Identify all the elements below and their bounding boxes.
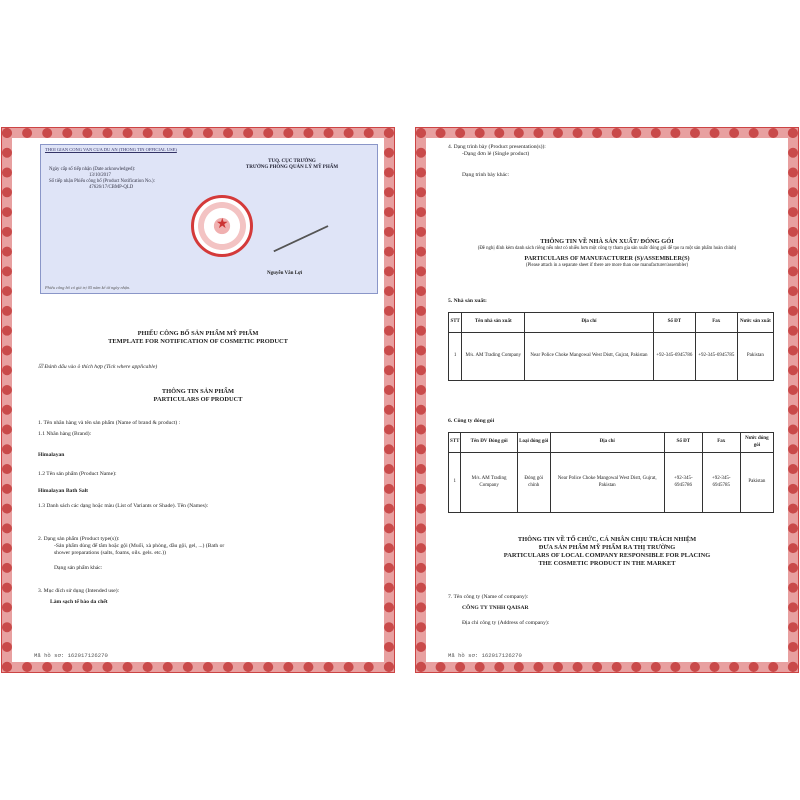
signature [261,200,328,253]
table-header-cell: STT [449,313,462,333]
table-cell: +92-345-6945786 [664,453,702,513]
table-cell: Pakistan [737,333,773,381]
packer-table [448,432,774,513]
authority-title: TUQ. CỤC TRƯỞNG TRƯỞNG PHÒNG QUẢN LÝ MỸ PHẨM [245,159,339,171]
local-company-section-heading: THÔNG TIN VỀ TỔ CHỨC, CÁ NHÂN CHỊU TRÁCH NHIỆM ĐƯA SẢN PHẨM MỸ PHẨM RA THỊ TRƯỜNG PARTICULARS OF LOCAL COMPANY RESPONSIBLE FOR PLACING THE COSMETIC PRODUCT IN THE MARKET [503,536,711,567]
table-cell: Near Police Choke Mangowal West Distt, Gujrat, Pakistan [525,333,654,381]
intended-use-value: Làm sạch tế bào da chết [50,598,108,605]
table-header-cell: Số ĐT [653,313,695,333]
table-header-cell: STT [449,433,461,453]
validity-note: Phiếu công bố có giá trị 05 năm kể từ ngày nhận. [45,285,131,290]
notification-title: PHIẾU CÔNG BỐ SẢN PHẨM MỸ PHẨM TEMPLATE FOR NOTIFICATION OF COSMETIC PRODUCT [108,330,288,345]
table-header-cell: Nước đóng gói [740,433,773,453]
tick-instruction: ☑ Đánh dấu vào ô thích hợp (Tick where applicable) [38,364,158,370]
brand-value: Himalayan [38,451,65,458]
right-document-page: 4. Dạng trình bày (Product presentation(s)): -Dạng đơn lẻ (Single product) Dạng trình bày khác: THÔNG TIN VỀ NHÀ SẢN XUẤT/ ĐÓNG GÓI (Đề nghị đính kèm danh sách riêng nếu như có nhiều hơn một công ty tham gia sản xuất/ đóng gói để tạo ra một sản phẩm hoàn chỉnh) PARTICULARS OF MANUFACTURER (S)/ASSEMBLER(S) (Please attach in a separate sheet if there are more than one manufacturer/assembler) 5. Nhà sản xuất: STT Tên nhà sản xuất Địa chỉ Số ĐT Fax Nước sản xuất 1 M/s. AM Trading Company Near Police Choke Mangowal West Distt, Gujrat, Pakistan +92-345-6945786 +92-345-6945785 Pakistan 6. Công ty đóng gói STT Tên ĐV Đóng gói Loại đóng gói Địa chỉ Số ĐT Fax Nước đóng gói 1 M/s. AM Trading Company Đóng gói chính Near Police Choke Mangowal West Distt, Gujrat, Pakistan +92-345-6945786 +92-345-6945785 Pakistan THÔNG TIN VỀ TỔ CHỨC, CÁ NHÂN CHỊU TRÁCH NHIỆM ĐƯA SẢN PHẨM MỸ PHẨM RA THỊ TRƯỜNG PARTICULARS OF LOCAL COMPANY RESPONSIBLE FOR PLACING THE COSMETIC PRODUCT IN THE MARKET 7. Tên công ty (Name of company): CÔNG TY TNHH QAISAR Địa chỉ công ty (Address of company): Mã hồ sơ: 162017126270 [416,128,798,672]
table-cell: Pakistan [740,453,773,513]
table-cell: +92-345-6945785 [695,333,737,381]
table-cell: 1 [449,453,461,513]
table-header-cell: Nước sản xuất [737,313,773,333]
file-code: Mã hồ sơ: 162017126270 [448,652,522,659]
official-use-stamp-box [40,144,378,294]
table-header-cell: Tên ĐV Đóng gói [461,433,517,453]
file-code: Mã hồ sơ: 162017126270 [34,652,108,659]
manufacturer-table [448,312,774,381]
company-name-value: CÔNG TY TNHH QAISAR [462,604,529,611]
table-header-cell: Địa chỉ [525,313,654,333]
manufacturer-section-heading: THÔNG TIN VỀ NHÀ SẢN XUẤT/ ĐÓNG GÓI (Đề nghị đính kèm danh sách riêng nếu như có nhiều hơn một công ty tham gia sản xuất/ đóng gói để tạo ra một sản phẩm hoàn chỉnh) PARTICULARS OF MANUFACTURER (S)/ASSEMBLER(S) (Please attach in a separate sheet if there are more than one manufacturer/assembler) [477,238,737,268]
product-details: 1. Tên nhãn hàng và tên sản phẩm (Name of brand & product) : 1.1 Nhãn hàng (Brand): Himalayan 1.2 Tên sản phẩm (Product Name): Himalayan Bath Salt 1.3 Danh sách các dạng hoặc màu (List of Variants or Shade). Tên (Names): 2. Dạng sản phẩm (Product type(s)): -Sản phẩm dùng để tắm hoặc gội (Muối, xà phòng, dầu gội, gel, ...) (Bath or shower preparations (salts, foams, oils. gels. etc.)) Dạng sản phẩm khác: 3. Mục đích sử dụng (Intended use): Làm sạch tế bào da chết [38,420,378,606]
table-header-cell: Tên nhà sản xuất [462,313,525,333]
table-header-cell: Fax [702,433,740,453]
table-cell: +92-345-6945785 [702,453,740,513]
product-section-heading: THÔNG TIN SẢN PHẨM PARTICULARS OF PRODUCT [153,388,243,403]
local-company-details: 7. Tên công ty (Name of company): CÔNG TY TNHH QAISAR Địa chỉ công ty (Address of company): [448,594,550,626]
table-header-cell: Fax [695,313,737,333]
table-header-cell: Số ĐT [664,433,702,453]
table-cell: M/s. AM Trading Company [461,453,517,513]
table-cell: M/s. AM Trading Company [462,333,525,381]
presentation-item: 4. Dạng trình bày (Product presentation(s)): -Dạng đơn lẻ (Single product) Dạng trình bày khác: [448,144,546,178]
table-cell: +92-345-6945786 [653,333,695,381]
left-document-page [2,128,394,672]
table-cell: Đóng gói chính [517,453,550,513]
table-header-cell: Địa chỉ [550,433,664,453]
acknowledgement-info: Ngày cấp số tiếp nhận (Date acknowledged): 13/10/2017 Số tiếp nhận Phiếu công bố (Product Notification No.): 47626/17/CBMP-QLD [49,167,155,190]
table-cell: Near Police Choke Mangowal West Distt, Gujrat, Pakistan [550,453,664,513]
table-cell: 1 [449,333,462,381]
table-header-cell: Loại đóng gói [517,433,550,453]
signer-name: Nguyễn Văn Lợi [267,271,303,276]
product-name-value: Himalayan Bath Salt [38,487,89,494]
official-use-header: THOI GIAN CONG VAN CUA DU AN (THONG TIN OFFICIAL USE) [45,147,177,152]
official-seal [191,195,253,257]
